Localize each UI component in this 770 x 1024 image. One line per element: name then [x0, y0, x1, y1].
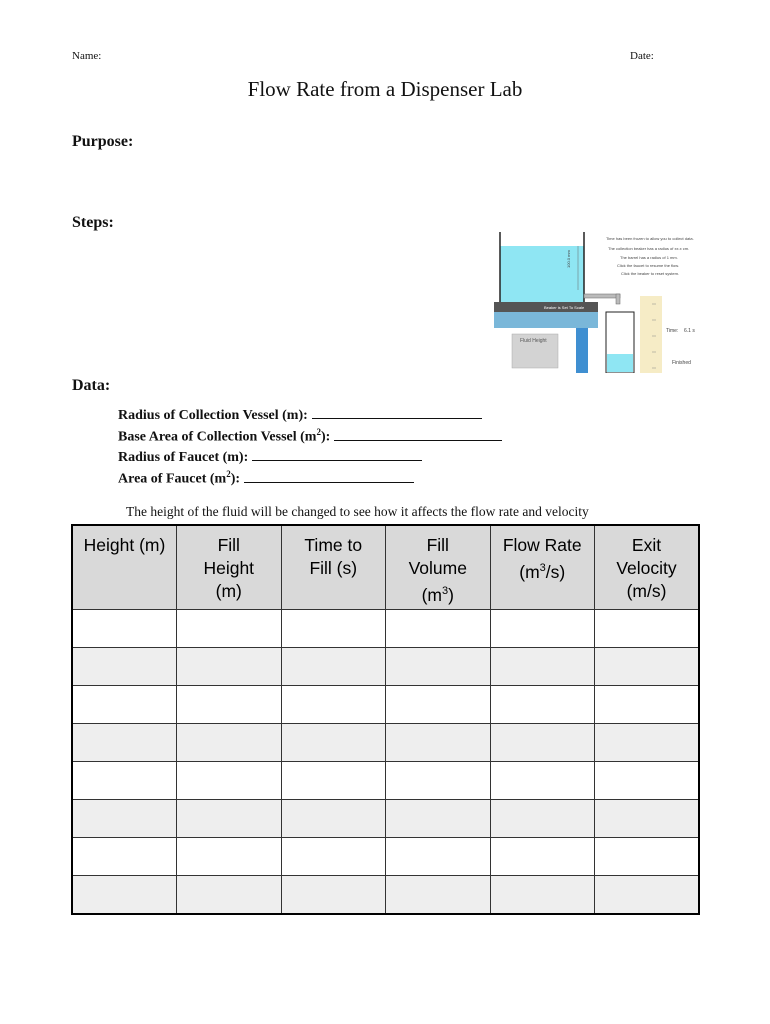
table-caption: The height of the fluid will be changed to see how it affects the flow rate and velocity — [126, 504, 589, 519]
header-height — [72, 525, 177, 610]
data-table — [71, 524, 700, 915]
table-row — [72, 648, 699, 686]
area-faucet-label: Area of Faucet (m — [118, 471, 227, 487]
table-row — [72, 686, 699, 724]
header-fill-height-line1: Fill — [217, 535, 240, 555]
area-faucet-sup: 2 — [226, 469, 231, 479]
table-cell[interactable] — [386, 838, 491, 876]
base-area-blank[interactable] — [334, 428, 502, 441]
table-row — [72, 724, 699, 762]
header-flow-rate — [490, 525, 595, 610]
header-volume-sup: 3 — [441, 585, 449, 597]
table-cell[interactable] — [490, 610, 595, 648]
radius-collection-blank[interactable] — [312, 406, 482, 419]
table-cell[interactable] — [386, 648, 491, 686]
fluid-height-label: Fluid Height — [520, 338, 547, 344]
radius-collection-label: Radius of Collection Vessel (m): — [118, 408, 308, 423]
base-area-label: Base Area of Collection Vessel (m — [118, 429, 317, 445]
header-height-line1: Height (m) — [83, 535, 166, 555]
table-cell[interactable] — [386, 762, 491, 800]
table-cell[interactable] — [72, 876, 177, 915]
radius-faucet-field — [118, 448, 422, 466]
table-cell[interactable] — [281, 838, 386, 876]
table-row — [72, 876, 699, 915]
base-area-label-end: ): — [320, 429, 331, 445]
sim-note-5: Click the beaker to reset system. — [621, 271, 680, 276]
table-cell[interactable] — [281, 800, 386, 838]
table-cell[interactable] — [72, 648, 177, 686]
name-label: Name: — [72, 50, 102, 62]
page-title: Flow Rate from a Dispenser Lab — [247, 77, 523, 101]
table-cell[interactable] — [490, 648, 595, 686]
radius-faucet-label: Radius of Faucet (m): — [118, 450, 249, 465]
table-cell[interactable] — [595, 648, 700, 686]
sim-note-4: Click the faucet to resume the flow. — [617, 263, 680, 268]
table-cell[interactable] — [490, 876, 595, 915]
dispenser-simulation-image — [492, 228, 704, 373]
header-volume-line2: Volume — [408, 558, 467, 578]
sim-note-1: Time has been frozen to allow you to collect data. — [606, 236, 694, 241]
header-flow-line2-end: /s) — [545, 561, 566, 582]
base-area-field — [118, 427, 502, 446]
table-cell[interactable] — [386, 610, 491, 648]
table-row — [72, 610, 699, 648]
table-header-row — [72, 525, 699, 610]
base-area-sup: 2 — [316, 427, 321, 437]
table-cell[interactable] — [281, 648, 386, 686]
header-volume-line3-end: ) — [448, 584, 454, 605]
table-cell[interactable] — [72, 800, 177, 838]
faucet-spout — [616, 294, 620, 304]
table-cell[interactable] — [595, 724, 700, 762]
table-cell[interactable] — [595, 800, 700, 838]
steps-heading: Steps: — [72, 214, 114, 231]
header-volume-line1: Fill — [426, 535, 449, 555]
header-fill-height — [177, 525, 282, 610]
table-cell[interactable] — [177, 610, 282, 648]
table-cell[interactable] — [595, 838, 700, 876]
table-cell[interactable] — [177, 800, 282, 838]
header-fill-height-line3: (m) — [215, 581, 242, 601]
table-body — [72, 610, 699, 915]
table-cell[interactable] — [595, 876, 700, 915]
sim-note-3: The barrel has a radius of 1 mm. — [620, 255, 678, 260]
header-time-line1: Time to — [304, 535, 363, 555]
table-cell[interactable] — [281, 762, 386, 800]
table-cell[interactable] — [281, 876, 386, 915]
table-cell[interactable] — [177, 724, 282, 762]
table-cell[interactable] — [72, 610, 177, 648]
table-cell[interactable] — [177, 838, 282, 876]
table-cell[interactable] — [490, 724, 595, 762]
radius-faucet-blank[interactable] — [252, 448, 422, 461]
table-row — [72, 762, 699, 800]
data-heading: Data: — [72, 377, 111, 394]
table-cell[interactable] — [72, 838, 177, 876]
table-cell[interactable] — [177, 686, 282, 724]
area-faucet-label-end: ): — [230, 471, 241, 487]
header-flow-sup: 3 — [539, 562, 546, 574]
header-time-line2: Fill (s) — [309, 558, 358, 578]
table-cell[interactable] — [281, 686, 386, 724]
header-fill-height-line2: Height — [203, 558, 255, 578]
header-flow-line1: Flow Rate — [502, 535, 582, 555]
header-velocity-line1: Exit — [631, 535, 662, 555]
table-row — [72, 800, 699, 838]
header-velocity-line2: Velocity — [616, 558, 677, 578]
table-cell[interactable] — [386, 800, 491, 838]
header-fill-volume — [386, 525, 491, 610]
ruler — [640, 296, 662, 373]
table-cell[interactable] — [281, 610, 386, 648]
header-time-to-fill — [281, 525, 386, 610]
table-cell[interactable] — [177, 648, 282, 686]
table-cell[interactable] — [386, 876, 491, 915]
sim-note-2: The collection beaker has a radius of xx.x cm. — [608, 246, 690, 251]
table-cell[interactable] — [490, 686, 595, 724]
table-cell[interactable] — [386, 724, 491, 762]
sim-time-value: 6.1 s — [684, 328, 695, 334]
table-cell[interactable] — [490, 800, 595, 838]
radius-collection-field — [118, 406, 482, 424]
table-cell[interactable] — [177, 762, 282, 800]
table-cell[interactable] — [72, 762, 177, 800]
table-cell[interactable] — [177, 876, 282, 915]
area-faucet-blank[interactable] — [244, 470, 414, 483]
sim-status: Finished — [672, 360, 691, 366]
tank-height-label: 100.0 mm — [566, 250, 571, 268]
water-fill — [500, 246, 584, 302]
table-cell[interactable] — [490, 762, 595, 800]
area-faucet-field — [118, 469, 414, 488]
header-volume-line3: (m — [421, 584, 442, 605]
platform-blue — [494, 312, 598, 328]
table-cell[interactable] — [281, 724, 386, 762]
table-row — [72, 838, 699, 876]
table-cell[interactable] — [490, 838, 595, 876]
date-label: Date: — [630, 50, 654, 62]
table-cell[interactable] — [386, 686, 491, 724]
faucet-pipe — [584, 294, 620, 298]
header-exit-velocity — [595, 525, 700, 610]
sim-time-label: Time: — [666, 328, 679, 334]
table-cell[interactable] — [595, 686, 700, 724]
table-cell[interactable] — [72, 724, 177, 762]
table-cell[interactable] — [595, 610, 700, 648]
header-velocity-line3: (m/s) — [626, 581, 667, 601]
table-cell[interactable] — [595, 762, 700, 800]
beaker-water — [607, 354, 633, 372]
platform-leg — [576, 328, 588, 373]
header-flow-line2: (m — [519, 561, 540, 582]
purpose-heading: Purpose: — [72, 133, 134, 150]
platform-label: Beaker is Set To Scale — [544, 305, 585, 310]
table-cell[interactable] — [72, 686, 177, 724]
